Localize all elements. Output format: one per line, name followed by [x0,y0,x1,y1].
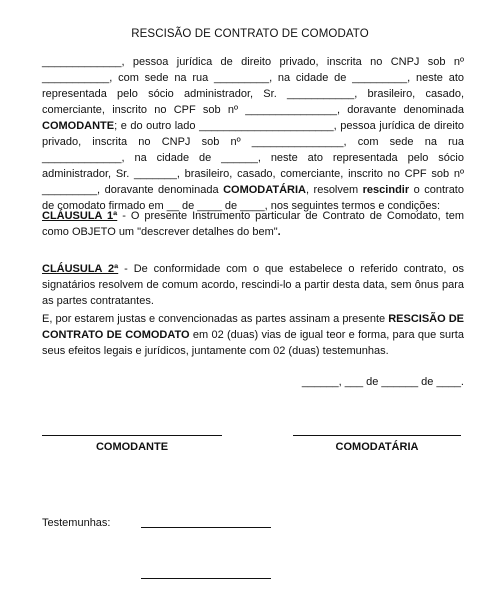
witnesses-label: Testemunhas: [42,517,111,529]
clause-2-text: - De conformidade com o que estabelece o referido contrato, os signatários resolvem de comum acordo, rescindi-lo a partir desta data, sem ônus para as partes contratantes. [42,263,464,307]
comodataria-signature-label: COMODATÁRIA [335,441,419,453]
closing-title-term: RESCISÃO DE CONTRATO DE COMODATO [42,313,465,341]
parties-text-3: , resolvem [305,184,363,196]
comodante-term: COMODANTE [42,120,115,132]
parties-text-1: _____________, pessoa jurídica de direito privado, inscrita no CNPJ sob nº ___________, com sede na rua _________, na cidade de _________, neste ato representada pelo sócio administrador, Sr. ___________, brasileiro, casado, comerciante, inscrito no CPF sob nº _______________, doravante denominada [42,56,464,116]
parties-paragraph [42,54,464,214]
date-line: ______, ___ de ______ de ____. [301,376,464,388]
closing-text-2: em 02 (duas) vias de igual teor e forma, para que surta seus efeitos legais e jurídicos, juntamente com 02 (duas) testemunhas. [42,329,464,357]
comodataria-signature-line [293,435,461,436]
comodataria-term: COMODATÁRIA [223,184,306,196]
clause-1-end: . [277,226,281,238]
parties-text-4: o contrato de comodato firmado em __ de ____ de ____, nos seguintes termos e condições: [42,184,464,212]
clause-2 [42,261,464,309]
parties-text-2: ; e do outro lado ______________________, pessoa jurídica de direito privado, inscrita no CNPJ sob nº _______________, com sede na rua _____________, na cidade de ______, neste ato representada pelo sócio administrador, Sr. _______, brasileiro, casado, comerciante, inscrito no CPF sob nº _________, doravante denominada [42,120,464,196]
closing-text-1: E, por estarem justas e convencionadas as partes assinam a presente [42,313,389,325]
clause-1 [42,208,464,240]
clause-1-label: CLÁUSULA 1ª [42,210,118,222]
comodante-signature-line [42,435,222,436]
rescindir-term: rescindir [362,184,410,196]
comodante-signature-label: COMODANTE [95,441,169,453]
closing-paragraph [42,311,464,359]
document-title: RESCISÃO DE CONTRATO DE COMODATO [131,28,369,40]
witness-1-signature-line [141,527,271,528]
witness-2-signature-line [141,578,271,579]
clause-2-label: CLÁUSULA 2ª [42,263,119,275]
clause-1-text: - O presente Instrumento particular de Contrato de Comodato, tem como OBJETO um "descrever detalhes do bem" [42,210,465,238]
